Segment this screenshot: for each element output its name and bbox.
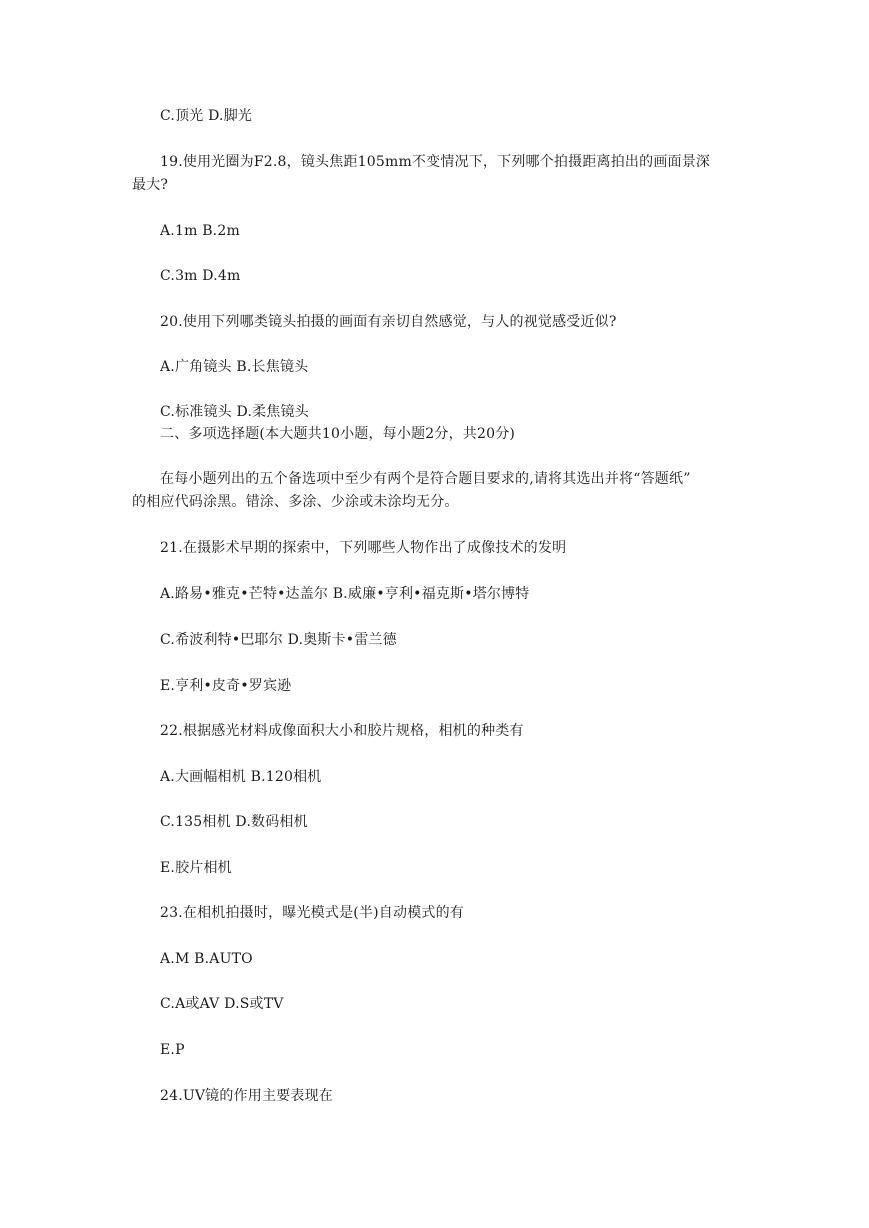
section-instructions-line1: 在每小题列出的五个备选项中至少有两个是符合题目要求的,请将其选出并将“答题纸”: [160, 471, 691, 487]
q22-options-cd: C.135相机 D.数码相机: [160, 814, 308, 830]
q21-option-e: E.亨利•皮奇•罗宾逊: [160, 678, 292, 694]
q19-question-line1: 19.使用光圈为F2.8，镜头焦距105mm不变情况下，下列哪个拍摄距离拍出的画面景深: [160, 154, 711, 170]
q21-options-cd: C.希波利特•巴耶尔 D.奥斯卡•雷兰德: [160, 632, 397, 648]
q19-options-cd: C.3m D.4m: [160, 268, 241, 284]
q20-options-cd: C.标准镜头 D.柔焦镜头: [160, 404, 309, 420]
q23-options-cd: C.A或AV D.S或TV: [160, 996, 284, 1012]
q22-options-ab: A.大画幅相机 B.120相机: [160, 769, 322, 785]
q19-options-ab: A.1m B.2m: [160, 223, 240, 239]
q23-options-ab: A.M B.AUTO: [160, 951, 253, 967]
section-heading: 二、多项选择题(本大题共10小题，每小题2分，共20分): [160, 426, 516, 442]
q19-question-line2: 最大?: [132, 177, 169, 193]
q22-option-e: E.胶片相机: [160, 860, 232, 876]
q21-options-ab: A.路易•雅克•芒特•达盖尔 B.威廉•亨利•福克斯•塔尔博特: [160, 586, 530, 602]
q22-question: 22.根据感光材料成像面积大小和胶片规格，相机的种类有: [160, 723, 524, 739]
q23-question: 23.在相机拍摄时，曝光模式是(半)自动模式的有: [160, 905, 464, 921]
q23-option-e: E.P: [160, 1042, 185, 1058]
q21-question: 21.在摄影术早期的探索中，下列哪些人物作出了成像技术的发明: [160, 540, 567, 556]
q20-question: 20.使用下列哪类镜头拍摄的画面有亲切自然感觉，与人的视觉感受近似?: [160, 314, 617, 330]
q18-options-cd: C.顶光 D.脚光: [160, 108, 253, 124]
q24-question: 24.UV镜的作用主要表现在: [160, 1088, 333, 1104]
q20-options-ab: A.广角镜头 B.长焦镜头: [160, 359, 309, 375]
section-instructions-line2: 的相应代码涂黑。错涂、多涂、少涂或未涂均无分。: [132, 494, 459, 510]
